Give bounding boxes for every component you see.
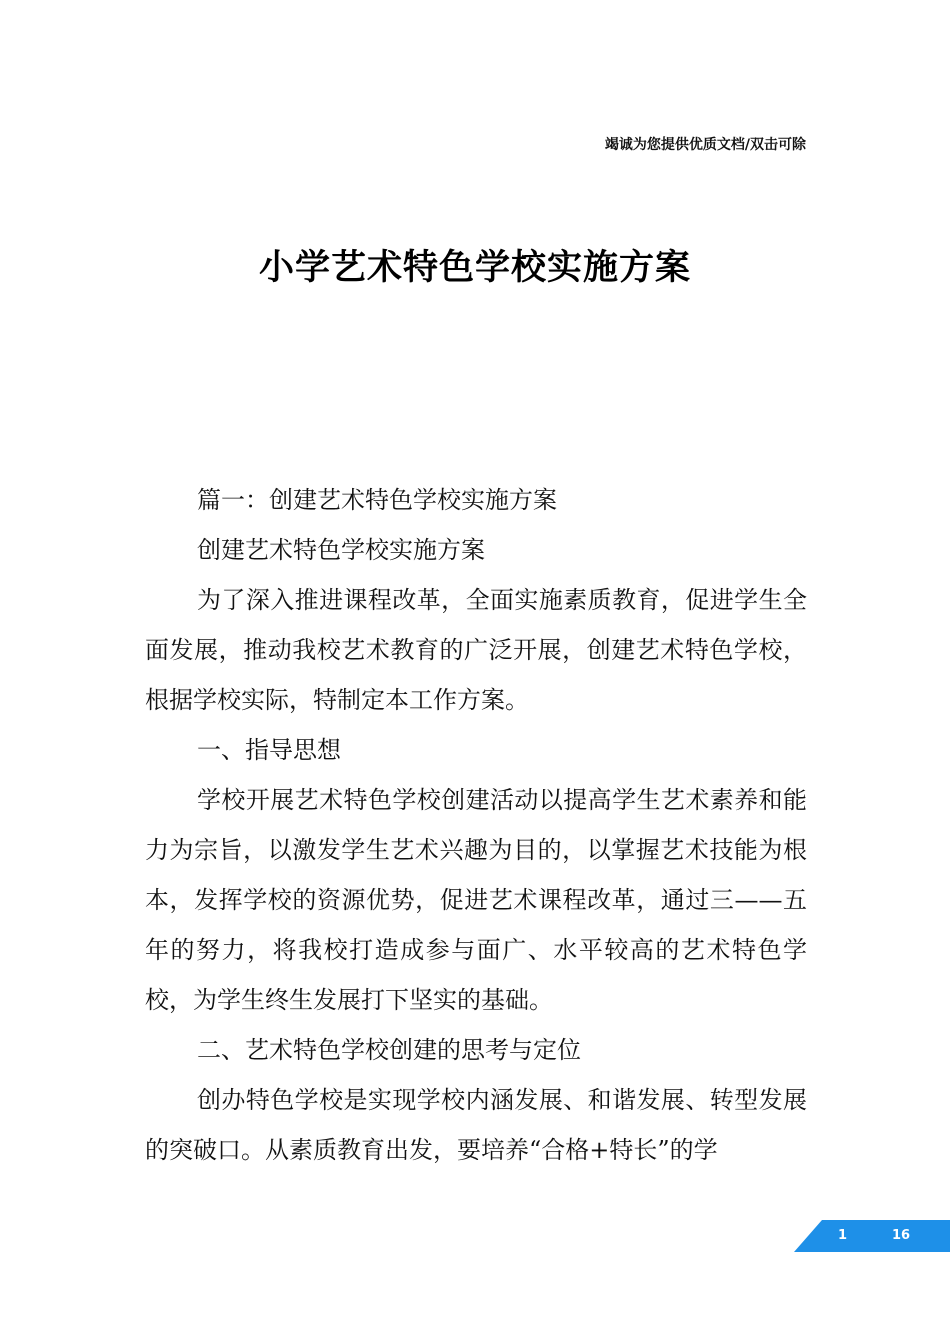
- body-paragraph: 创办特色学校是实现学校内涵发展、和谐发展、转型发展的突破口。从素质教育出发，要培养“合格+特长”的学: [145, 1086, 807, 1164]
- current-page-number: 1: [838, 1228, 848, 1243]
- document-title: 小学艺术特色学校实施方案: [258, 248, 691, 288]
- body-paragraph: 学校开展艺术特色学校创建活动以提高学生艺术素养和能力为宗旨，以激发学生艺术兴趣为目的，以掌握艺术技能为根本，发挥学校的资源优势，促进艺术课程改革，通过三——五年的努力，将我校打造成参与面广、水平较高的艺术特色学校，为学生终生发展打下坚实的基础。: [145, 786, 807, 1014]
- intro-paragraph: 为了深入推进课程改革，全面实施素质教育，促进学生全面发展，推动我校艺术教育的广泛开展，创建艺术特色学校，根据学校实际，特制定本工作方案。: [145, 586, 807, 714]
- section-heading: 二、艺术特色学校创建的思考与定位: [197, 1036, 581, 1064]
- section-heading: 篇一：创建艺术特色学校实施方案: [197, 486, 557, 514]
- total-pages-number: 16: [892, 1228, 911, 1243]
- header-note: 竭诚为您提供优质文档/双击可除: [604, 137, 806, 153]
- section-heading: 一、指导思想: [197, 736, 341, 764]
- document-body: [145, 475, 807, 1175]
- page-number-bar: [794, 1220, 950, 1252]
- subtitle: 创建艺术特色学校实施方案: [197, 536, 485, 564]
